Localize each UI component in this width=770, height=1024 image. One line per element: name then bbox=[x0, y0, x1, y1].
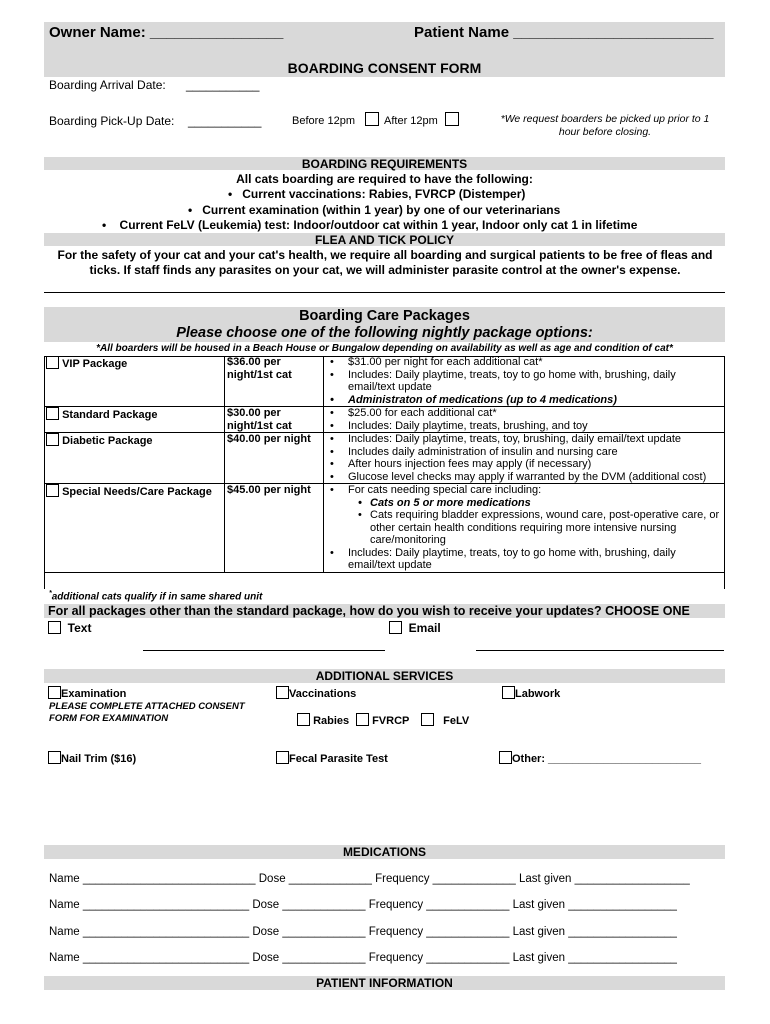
special-sub-bullet-2: • Cats requiring bladder expressions, wound care, post-operative care, or other certain health conditions requiring more intensive nursing care/monitoring bbox=[370, 509, 723, 547]
flea-policy-text: For the safety of your cat and your cat's health, we require all boarding and surgical patients to be free of fleas and ticks. If staff finds any parasites on your cat, we will administer parasite control at the owner's expense. bbox=[57, 248, 713, 277]
email-option[interactable]: Email bbox=[389, 621, 441, 635]
diabetic-bullet-1: • Includes: Daily playtime, treats, toy, brushing, daily email/text update bbox=[348, 433, 723, 446]
standard-package-name: Standard Package bbox=[62, 409, 158, 421]
requirement-examination: • Current examination (within 1 year) by one of our veterinarians bbox=[188, 203, 561, 217]
after-noon-checkbox[interactable] bbox=[445, 112, 459, 126]
packages-table-border bbox=[44, 356, 725, 589]
medication-row[interactable]: Name __________________________ Dose _____________ Frequency _____________ Last given _________________ bbox=[49, 926, 677, 938]
arrival-date-label: Boarding Arrival Date: bbox=[49, 78, 166, 92]
fvrcp-option[interactable]: FVRCP bbox=[356, 713, 409, 727]
medication-row[interactable]: Name __________________________ Dose _____________ Frequency _____________ Last given _________________ bbox=[49, 899, 677, 911]
medications-title: MEDICATIONS bbox=[342, 845, 427, 859]
special-bullet-2: • Includes: Daily playtime, treats, toy to go home with, brushing, daily email/text update bbox=[348, 547, 723, 572]
vip-package-name: VIP Package bbox=[62, 358, 128, 370]
email-contact-line[interactable] bbox=[476, 650, 724, 651]
packages-subtitle: Please choose one of the following nightly package options: bbox=[176, 325, 593, 341]
patient-name-field[interactable]: Patient Name ________________________ bbox=[414, 24, 714, 41]
form-title: BOARDING CONSENT FORM bbox=[287, 60, 482, 76]
updates-question: For all packages other than the standard package, how do you wish to receive your updates? CHOOSE ONE bbox=[48, 604, 690, 618]
vip-bullet-2: • Includes: Daily playtime, treats, toy to go home with, brushing, daily email/text update bbox=[348, 369, 723, 394]
divider bbox=[44, 292, 725, 293]
fecal-test-option[interactable]: Fecal Parasite Test bbox=[276, 751, 388, 765]
vaccinations-checkbox[interactable] bbox=[276, 686, 289, 699]
nail-trim-checkbox[interactable] bbox=[48, 751, 61, 764]
medication-row[interactable]: Name ___________________________ Dose _____________ Frequency _____________ Last given __________________ bbox=[49, 873, 690, 885]
text-option[interactable]: Text bbox=[48, 621, 91, 635]
diabetic-bullet-3: • After hours injection fees may apply (if necessary) bbox=[348, 458, 723, 471]
examination-checkbox[interactable] bbox=[48, 686, 61, 699]
pickup-date-field[interactable]: ___________ bbox=[188, 114, 262, 128]
arrival-date-field[interactable]: ___________ bbox=[186, 78, 260, 92]
packages-note: *All boarders will be housed in a Beach House or Bungalow depending on availability as well as age and condition of cat* bbox=[96, 343, 673, 354]
labwork-checkbox[interactable] bbox=[502, 686, 515, 699]
labwork-option[interactable]: Labwork bbox=[502, 686, 560, 700]
text-checkbox[interactable] bbox=[48, 621, 61, 634]
after-noon-label: After 12pm bbox=[384, 115, 438, 127]
pickup-note: *We request boarders be picked up prior to 1 hour before closing. bbox=[500, 113, 710, 138]
requirement-felv: • Current FeLV (Leukemia) test: Indoor/outdoor cat within 1 year, Indoor only cat 1 in lifetime bbox=[102, 218, 638, 232]
vip-bullet-3: • Administraton of medications (up to 4 medications) bbox=[348, 394, 723, 407]
diabetic-package-name: Diabetic Package bbox=[62, 435, 153, 447]
additional-cats-footnote: *additional cats qualify if in same shared unit bbox=[49, 590, 263, 603]
nail-trim-option[interactable]: Nail Trim ($16) bbox=[48, 751, 136, 765]
standard-bullet-2: • Includes: Daily playtime, treats, brushing, and toy bbox=[348, 420, 723, 433]
pickup-date-label: Boarding Pick-Up Date: bbox=[49, 114, 175, 128]
special-price: $45.00 per night bbox=[225, 484, 324, 573]
exam-consent-note: PLEASE COMPLETE ATTACHED CONSENT FORM FOR EXAMINATION bbox=[49, 701, 245, 724]
vip-bullet-1: • $31.00 per night for each additional cat* bbox=[348, 356, 723, 369]
other-option[interactable]: Other: _________________________ bbox=[499, 751, 701, 765]
fvrcp-checkbox[interactable] bbox=[356, 713, 369, 726]
felv-option[interactable]: FeLV bbox=[421, 713, 469, 727]
special-package-name: Special Needs/Care Package bbox=[62, 486, 212, 498]
patient-info-title: PATIENT INFORMATION bbox=[316, 976, 453, 990]
flea-title: FLEA AND TICK POLICY bbox=[314, 233, 455, 247]
additional-title: ADDITIONAL SERVICES bbox=[315, 669, 454, 683]
before-noon-label: Before 12pm bbox=[292, 115, 355, 127]
diabetic-bullet-2: • Includes daily administration of insulin and nursing care bbox=[348, 446, 723, 459]
standard-price: $30.00 per night/1st cat bbox=[225, 407, 324, 433]
other-checkbox[interactable] bbox=[499, 751, 512, 764]
diabetic-price: $40.00 per night bbox=[225, 433, 324, 484]
requirements-intro: All cats boarding are required to have the following: bbox=[236, 172, 533, 186]
packages-title: Boarding Care Packages bbox=[299, 308, 470, 324]
felv-checkbox[interactable] bbox=[421, 713, 434, 726]
vaccinations-option[interactable]: Vaccinations bbox=[276, 686, 356, 700]
requirement-vaccinations: • Current vaccinations: Rabies, FVRCP (Distemper) bbox=[228, 187, 526, 201]
owner-name-field[interactable]: Owner Name: ________________ bbox=[49, 24, 284, 41]
fecal-test-checkbox[interactable] bbox=[276, 751, 289, 764]
vip-price: $36.00 per night/1st cat bbox=[225, 356, 324, 407]
text-contact-line[interactable] bbox=[143, 650, 385, 651]
special-sub-bullet-1: • Cats on 5 or more medications bbox=[370, 497, 723, 510]
examination-option[interactable]: Examination bbox=[48, 686, 126, 700]
medication-row[interactable]: Name __________________________ Dose _____________ Frequency _____________ Last given _________________ bbox=[49, 952, 677, 964]
email-checkbox[interactable] bbox=[389, 621, 402, 634]
special-bullet-1: For cats needing special care including: bbox=[348, 484, 542, 496]
rabies-option[interactable]: Rabies bbox=[297, 713, 349, 727]
rabies-checkbox[interactable] bbox=[297, 713, 310, 726]
standard-bullet-1: • $25.00 for each additional cat* bbox=[348, 407, 723, 420]
diabetic-bullet-4: • Glucose level checks may apply if warranted by the DVM (additional cost) bbox=[348, 471, 723, 484]
before-noon-checkbox[interactable] bbox=[365, 112, 379, 126]
requirements-title: BOARDING REQUIREMENTS bbox=[301, 157, 468, 171]
